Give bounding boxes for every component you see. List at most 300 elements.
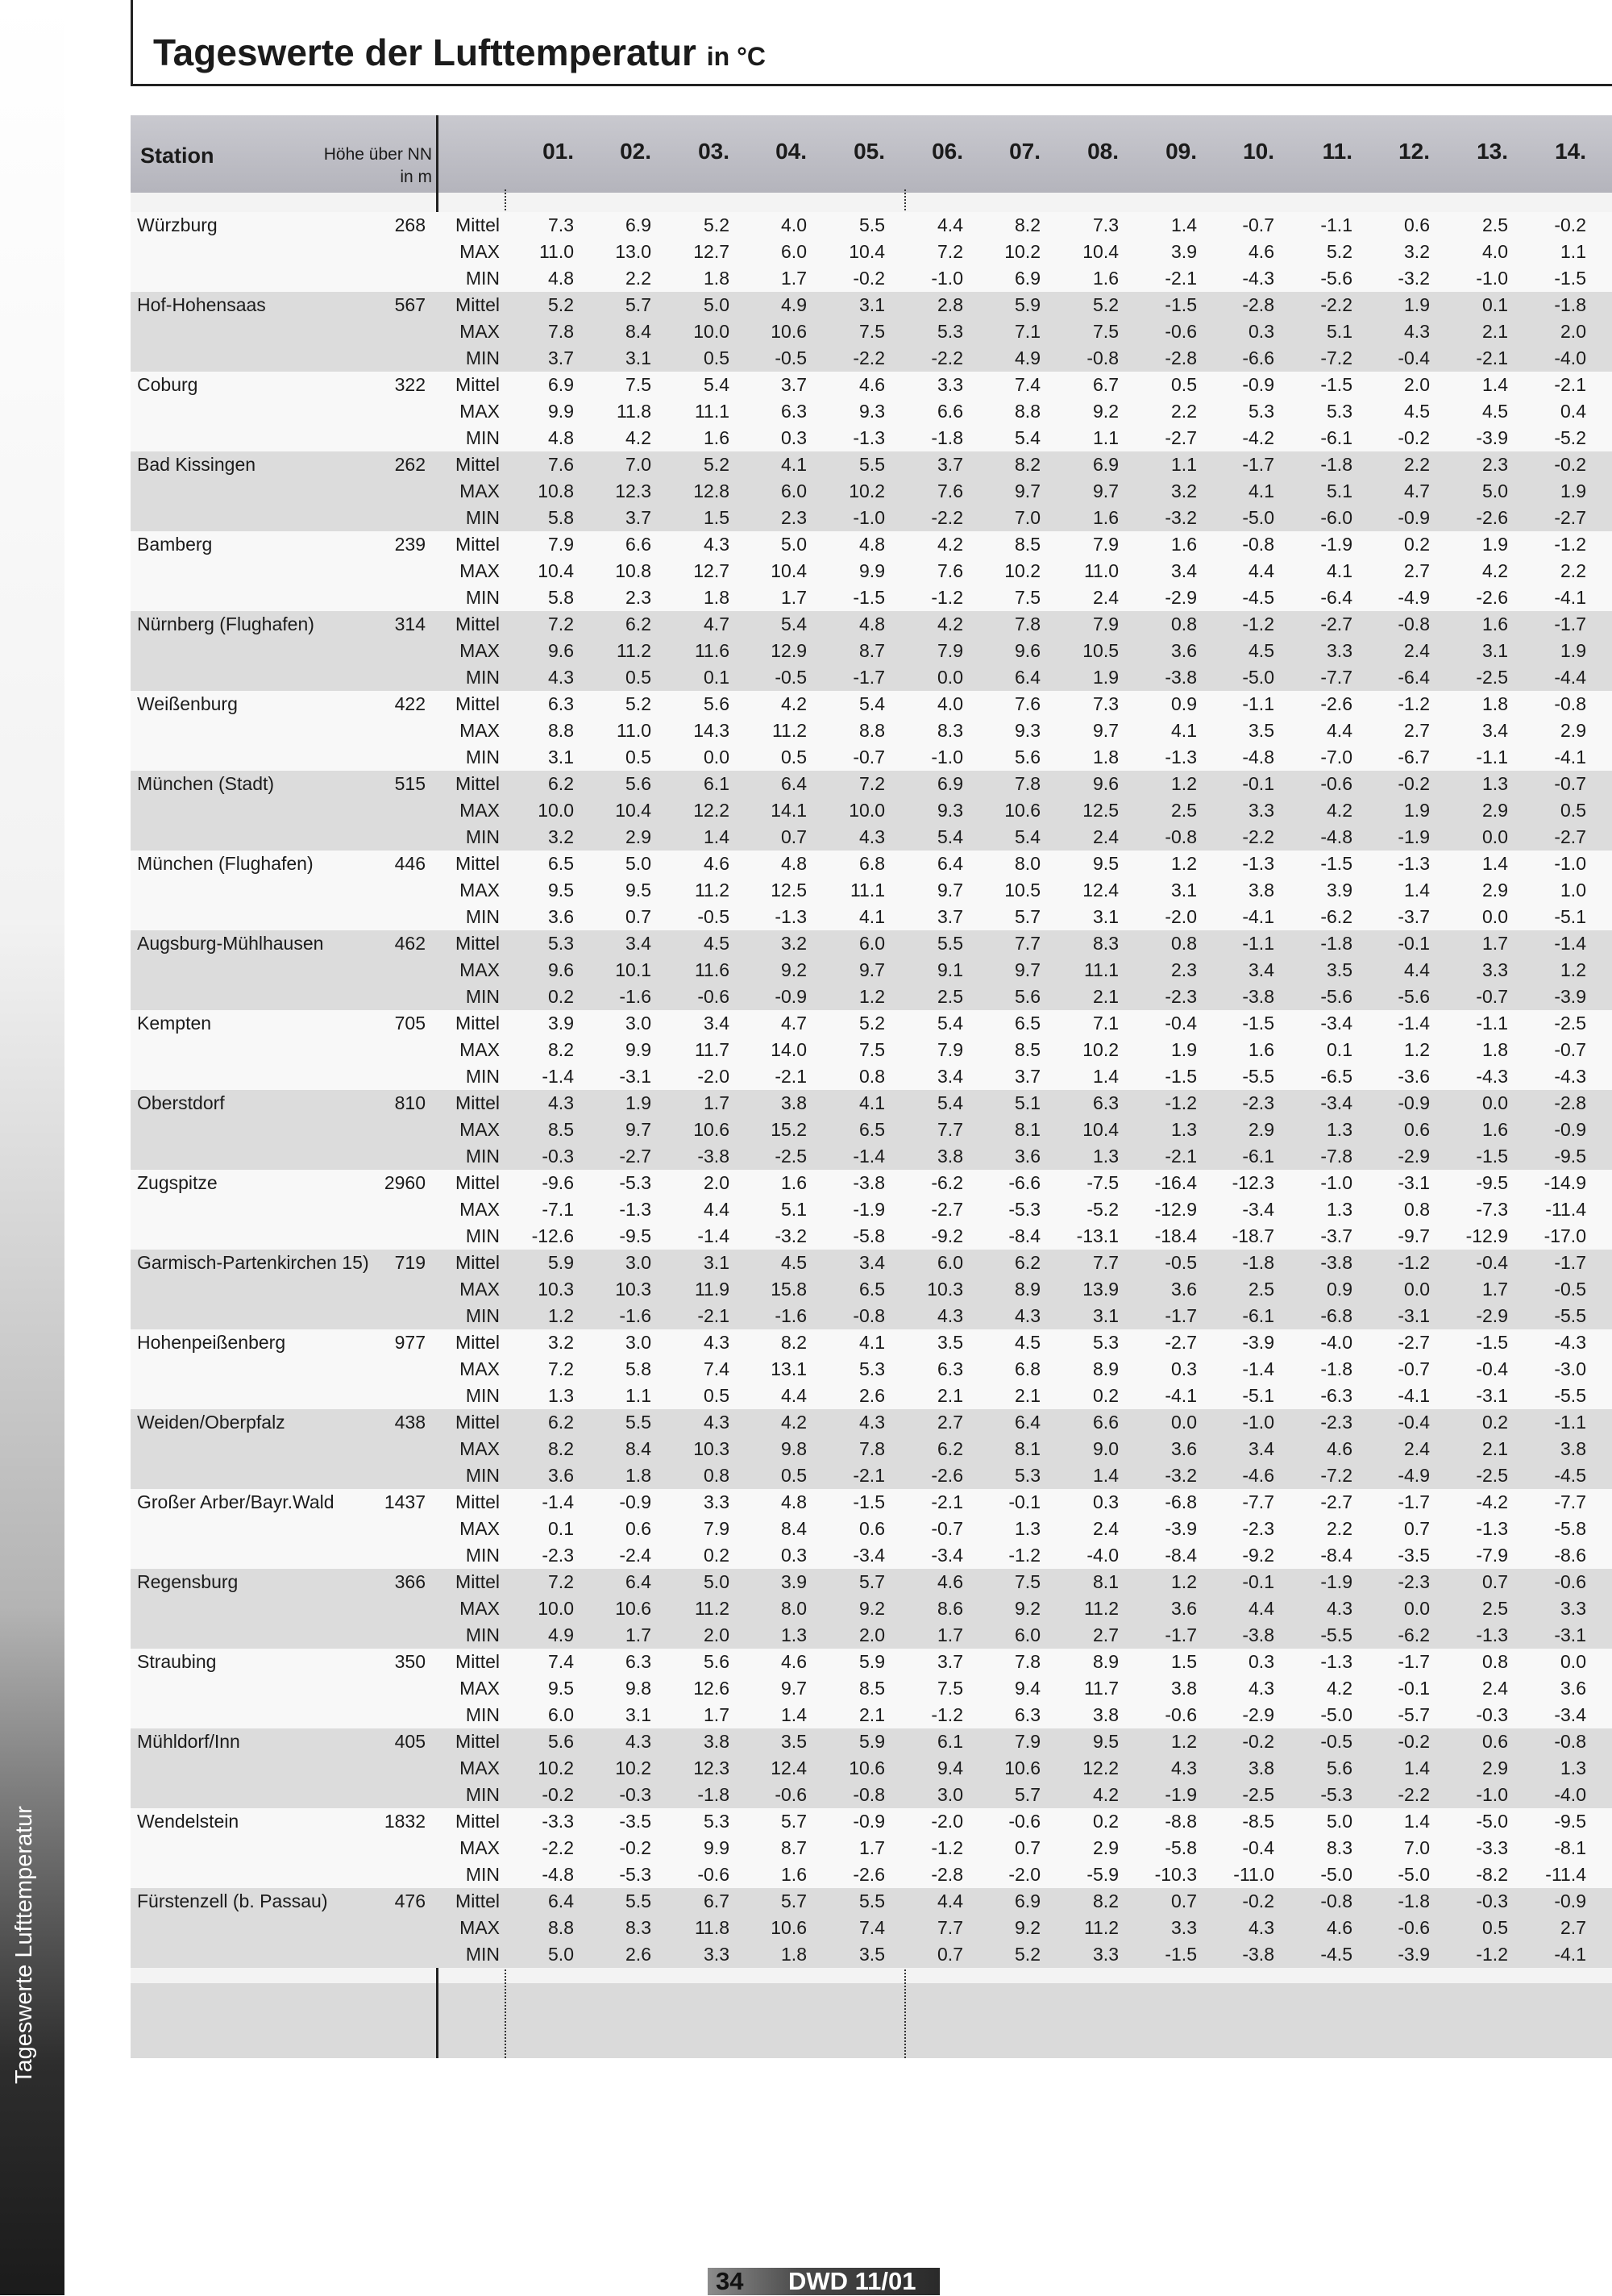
table-cell: 3.0	[625, 1013, 651, 1034]
table-cell: -1.9	[853, 1199, 885, 1220]
table-cell: -6.1	[1242, 1305, 1274, 1326]
table-cell: -1.1	[1476, 1013, 1508, 1034]
table-cell: -9.5	[1554, 1146, 1586, 1167]
table-cell: 6.2	[625, 614, 651, 634]
table-cell: 1.3	[1327, 1199, 1352, 1220]
table-cell: 11.2	[1083, 1917, 1119, 1938]
table-cell: -4.0	[1086, 1545, 1119, 1566]
table-cell: 7.7	[1015, 933, 1041, 954]
table-cell: 10.6	[1004, 800, 1041, 821]
table-cell: 0.5	[1482, 1917, 1508, 1938]
table-cell: 8.2	[548, 1438, 574, 1459]
table-cell: 4.7	[1404, 480, 1430, 501]
table-cell: 3.6	[1171, 640, 1197, 661]
table-cell: 3.8	[1093, 1704, 1119, 1725]
row-label-max: MAX	[459, 720, 500, 741]
table-cell: 7.8	[1015, 1651, 1041, 1672]
table-cell: 4.0	[937, 693, 963, 714]
table-cell: 7.8	[1015, 614, 1041, 634]
row-label-max: MAX	[459, 1199, 500, 1220]
table-cell: -2.5	[775, 1146, 807, 1167]
table-cell: 0.2	[704, 1545, 729, 1566]
table-cell: 3.5	[937, 1332, 963, 1353]
table-cell: 10.4	[1082, 1119, 1119, 1140]
table-cell: 7.5	[1015, 587, 1041, 608]
table-cell: -1.9	[1320, 1571, 1352, 1592]
table-cell: -3.6	[1398, 1066, 1430, 1087]
table-cell: 1.4	[1482, 374, 1508, 395]
table-cell: 10.2	[615, 1757, 651, 1778]
table-cell: -2.2	[853, 347, 885, 368]
station-name: Coburg	[137, 374, 198, 395]
table-cell: 1.6	[1093, 507, 1119, 528]
table-cell: -2.5	[1476, 1465, 1508, 1486]
table-cell: 1.6	[1482, 614, 1508, 634]
table-cell: -2.7	[1320, 614, 1352, 634]
table-cell: -3.9	[1242, 1332, 1274, 1353]
row-label-mittel: Mittel	[455, 1252, 500, 1273]
table-cell: -1.9	[1320, 534, 1352, 555]
table-cell: 5.7	[781, 1811, 807, 1832]
table-cell: -1.0	[931, 747, 963, 767]
table-cell: 9.6	[1093, 773, 1119, 794]
table-cell: 5.5	[625, 1412, 651, 1433]
table-cell: 9.8	[781, 1438, 807, 1459]
station-altitude: 438	[394, 1412, 426, 1433]
table-cell: -1.7	[853, 667, 885, 688]
table-cell: 1.5	[704, 507, 729, 528]
table-cell: 3.7	[937, 906, 963, 927]
table-cell: 6.8	[1015, 1358, 1041, 1379]
table-cell: 5.5	[859, 1890, 885, 1911]
table-cell: 9.6	[548, 959, 574, 980]
table-cell: 1.9	[1482, 534, 1508, 555]
row-label-min: MIN	[465, 1225, 500, 1246]
table-cell: 7.5	[1093, 321, 1119, 342]
table-cell: -3.8	[1242, 1944, 1274, 1965]
table-cell: 5.8	[548, 587, 574, 608]
table-cell: 11.2	[771, 720, 807, 741]
table-cell: -1.5	[1242, 1013, 1274, 1034]
table-cell: -3.4	[1242, 1199, 1274, 1220]
table-cell: -0.4	[1242, 1837, 1274, 1858]
table-cell: -0.2	[1398, 427, 1430, 448]
table-cell: -1.3	[1476, 1518, 1508, 1539]
table-cell: 7.6	[937, 560, 963, 581]
table-cell: -1.2	[1554, 534, 1586, 555]
table-cell: 0.0	[1404, 1598, 1430, 1619]
table-cell: -3.2	[1398, 268, 1430, 289]
table-cell: 3.4	[704, 1013, 729, 1034]
table-cell: 4.3	[1015, 1305, 1041, 1326]
row-label-min: MIN	[465, 507, 500, 528]
table-cell: 1.3	[1560, 1757, 1586, 1778]
table-cell: 2.5	[1482, 214, 1508, 235]
table-cell: -0.8	[1554, 693, 1586, 714]
day-header: 11.	[1322, 139, 1352, 164]
table-cell: 8.2	[1093, 1890, 1119, 1911]
day-header: 13.	[1477, 139, 1508, 164]
table-cell: 3.8	[937, 1146, 963, 1167]
table-cell: -1.0	[931, 268, 963, 289]
table-cell: -2.0	[1165, 906, 1197, 927]
table-cell: -1.3	[775, 906, 807, 927]
table-cell: 8.7	[781, 1837, 807, 1858]
table-cell: 8.7	[859, 640, 885, 661]
table-cell: 1.3	[1015, 1518, 1041, 1539]
table-cell: -0.7	[1242, 214, 1274, 235]
table-cell: -0.7	[931, 1518, 963, 1539]
table-cell: -11.4	[1545, 1199, 1586, 1220]
table-cell: 7.5	[1015, 1571, 1041, 1592]
table-cell: -1.3	[1320, 1651, 1352, 1672]
table-cell: -0.3	[619, 1784, 651, 1805]
table-cell: 7.6	[1015, 693, 1041, 714]
header-altitude	[266, 144, 432, 189]
table-cell: 8.8	[548, 720, 574, 741]
table-cell: 5.2	[625, 693, 651, 714]
table-cell: 1.3	[1093, 1146, 1119, 1167]
table-cell: -16.4	[1154, 1172, 1197, 1193]
table-cell: -1.5	[853, 1491, 885, 1512]
table-cell: -0.3	[542, 1146, 574, 1167]
table-cell: 9.7	[1093, 480, 1119, 501]
table-cell: 10.4	[538, 560, 574, 581]
table-cell: 3.6	[1015, 1146, 1041, 1167]
table-cell: 5.1	[1327, 321, 1352, 342]
table-cell: -1.6	[619, 1305, 651, 1326]
table-cell: 5.3	[859, 1358, 885, 1379]
table-cell: 3.9	[1171, 241, 1197, 262]
table-cell: -4.9	[1398, 587, 1430, 608]
table-cell: 9.5	[1093, 1731, 1119, 1752]
table-cell: 3.4	[859, 1252, 885, 1273]
table-cell: 11.1	[694, 401, 729, 422]
table-cell: -3.8	[697, 1146, 729, 1167]
table-cell: 2.4	[1093, 587, 1119, 608]
table-cell: 3.3	[1327, 640, 1352, 661]
station-name: Hof-Hohensaas	[137, 294, 266, 315]
table-cell: 11.8	[694, 1917, 729, 1938]
table-cell: 1.2	[1171, 1571, 1197, 1592]
table-cell: 5.4	[937, 1013, 963, 1034]
table-cell: 4.2	[1093, 1784, 1119, 1805]
table-cell: 0.0	[1482, 1092, 1508, 1113]
table-cell: 1.7	[781, 587, 807, 608]
station-name: Regensburg	[137, 1571, 239, 1592]
table-cell: -3.2	[775, 1225, 807, 1246]
table-cell: 4.3	[704, 1412, 729, 1433]
table-cell: -0.7	[1398, 1358, 1430, 1379]
station-altitude: 462	[394, 933, 426, 954]
table-cell: 4.6	[1327, 1438, 1352, 1459]
table-cell: 2.7	[1560, 1917, 1586, 1938]
table-cell: -1.7	[1398, 1651, 1430, 1672]
table-cell: 5.0	[704, 1571, 729, 1592]
table-cell: 0.8	[1404, 1199, 1430, 1220]
table-cell: 10.2	[1004, 560, 1041, 581]
table-cell: 10.3	[693, 1438, 729, 1459]
station-altitude: 476	[394, 1890, 426, 1911]
table-cell: -0.4	[1165, 1013, 1197, 1034]
table-cell: 3.1	[625, 347, 651, 368]
table-cell: 0.7	[1171, 1890, 1197, 1911]
table-cell: 6.5	[859, 1279, 885, 1300]
table-cell: -17.0	[1543, 1225, 1586, 1246]
table-cell: 7.1	[1093, 1013, 1119, 1034]
table-cell: 2.9	[1093, 1837, 1119, 1858]
table-cell: -2.7	[931, 1199, 963, 1220]
table-cell: 3.5	[859, 1944, 885, 1965]
table-cell: 6.3	[781, 401, 807, 422]
table-cell: 4.3	[704, 534, 729, 555]
table-cell: -0.4	[1398, 347, 1430, 368]
table-cell: -5.3	[1008, 1199, 1041, 1220]
table-cell: 8.3	[1327, 1837, 1352, 1858]
table-cell: 0.5	[625, 747, 651, 767]
table-cell: 6.9	[1015, 1890, 1041, 1911]
row-label-min: MIN	[465, 1624, 500, 1645]
table-cell: -2.6	[1476, 507, 1508, 528]
table-cell: -0.6	[1165, 1704, 1197, 1725]
table-cell: -0.5	[1320, 1731, 1352, 1752]
table-cell: 4.3	[859, 1412, 885, 1433]
table-cell: -2.7	[619, 1146, 651, 1167]
table-cell: 11.9	[694, 1279, 729, 1300]
table-cell: -0.2	[619, 1837, 651, 1858]
table-cell: -8.4	[1165, 1545, 1197, 1566]
table-cell: -1.5	[1165, 294, 1197, 315]
table-cell: -3.1	[1398, 1172, 1430, 1193]
table-cell: -5.0	[1242, 667, 1274, 688]
table-cell: 2.9	[1482, 880, 1508, 901]
table-cell: 4.1	[859, 1332, 885, 1353]
table-cell: 9.2	[859, 1598, 885, 1619]
table-cell: -2.2	[931, 507, 963, 528]
table-cell: -9.2	[1242, 1545, 1274, 1566]
table-cell: 9.6	[548, 640, 574, 661]
table-cell: 0.3	[781, 427, 807, 448]
table-cell: 2.3	[1482, 454, 1508, 475]
station-altitude: 1832	[384, 1811, 426, 1832]
table-cell: 5.0	[704, 294, 729, 315]
table-cell: 12.7	[693, 560, 729, 581]
row-label-max: MAX	[459, 1518, 500, 1539]
table-cell: 5.6	[625, 773, 651, 794]
table-cell: -4.3	[1554, 1066, 1586, 1087]
table-cell: 1.1	[1560, 241, 1586, 262]
table-cell: 0.2	[548, 986, 574, 1007]
table-cell: 11.0	[616, 720, 651, 741]
table-cell: 6.1	[937, 1731, 963, 1752]
table-cell: -5.7	[1398, 1704, 1430, 1725]
table-cell: -6.3	[1320, 1385, 1352, 1406]
table-cell: -0.8	[1242, 534, 1274, 555]
table-cell: -6.4	[1320, 587, 1352, 608]
table-cell: 3.6	[1560, 1678, 1586, 1699]
table-cell: 9.2	[1015, 1598, 1041, 1619]
table-cell: 8.9	[1093, 1358, 1119, 1379]
table-cell: -4.1	[1398, 1385, 1430, 1406]
table-cell: 1.7	[1482, 1279, 1508, 1300]
table-cell: 5.5	[859, 454, 885, 475]
table-cell: 2.9	[1248, 1119, 1274, 1140]
table-cell: 2.1	[859, 1704, 885, 1725]
table-cell: -1.0	[1554, 853, 1586, 874]
table-cell: 9.1	[937, 959, 963, 980]
station-name: München (Stadt)	[137, 773, 275, 794]
table-cell: -3.5	[619, 1811, 651, 1832]
row-label-mittel: Mittel	[455, 933, 500, 954]
table-cell: -1.5	[1476, 1146, 1508, 1167]
table-cell: -4.1	[1242, 906, 1274, 927]
table-cell: 2.7	[1404, 560, 1430, 581]
day-header: 06.	[932, 139, 963, 164]
table-cell: 1.2	[859, 986, 885, 1007]
table-cell: 9.9	[704, 1837, 729, 1858]
station-altitude: 239	[394, 534, 426, 555]
table-cell: 0.3	[1171, 1358, 1197, 1379]
table-cell: -0.1	[1242, 773, 1274, 794]
table-cell: -2.0	[1008, 1864, 1041, 1885]
row-label-mittel: Mittel	[455, 1092, 500, 1113]
table-cell: 10.1	[615, 959, 651, 980]
table-cell: -0.2	[1554, 214, 1586, 235]
table-cell: -0.4	[1476, 1252, 1508, 1273]
table-cell: -1.4	[1398, 1013, 1430, 1034]
table-cell: 3.8	[781, 1092, 807, 1113]
table-cell: 2.1	[1015, 1385, 1041, 1406]
table-cell: 8.6	[937, 1598, 963, 1619]
table-cell: 6.2	[548, 1412, 574, 1433]
table-cell: -4.5	[1320, 1944, 1352, 1965]
table-cell: 4.4	[1248, 560, 1274, 581]
table-cell: -5.5	[1554, 1305, 1586, 1326]
table-cell: 4.1	[1327, 560, 1352, 581]
table-cell: -3.9	[1165, 1518, 1197, 1539]
row-label-mittel: Mittel	[455, 1811, 500, 1832]
table-cell: -0.8	[853, 1784, 885, 1805]
table-cell: 3.3	[704, 1944, 729, 1965]
table-cell: 3.2	[1404, 241, 1430, 262]
table-cell: 7.2	[548, 1571, 574, 1592]
table-cell: 0.0	[1482, 826, 1508, 847]
table-cell: 6.9	[548, 374, 574, 395]
row-label-max: MAX	[459, 321, 500, 342]
table-cell: -1.4	[1242, 1358, 1274, 1379]
table-cell: -3.3	[1476, 1837, 1508, 1858]
table-cell: 9.4	[937, 1757, 963, 1778]
table-cell: 4.3	[1404, 321, 1430, 342]
table-cell: 0.6	[1482, 1731, 1508, 1752]
table-cell: -2.9	[1476, 1305, 1508, 1326]
table-cell: -1.5	[1554, 268, 1586, 289]
table-cell: 0.6	[625, 1518, 651, 1539]
table-cell: 3.8	[1171, 1678, 1197, 1699]
station-name: Hohenpeißenberg	[137, 1332, 286, 1353]
row-label-max: MAX	[459, 880, 500, 901]
table-cell: -2.1	[1165, 268, 1197, 289]
table-cell: 2.0	[1404, 374, 1430, 395]
table-cell: 2.5	[937, 986, 963, 1007]
table-cell: -0.6	[697, 1864, 729, 1885]
table-cell: 4.1	[859, 1092, 885, 1113]
table-cell: -6.2	[931, 1172, 963, 1193]
table-cell: -7.7	[1320, 667, 1352, 688]
table-cell: 4.6	[781, 1651, 807, 1672]
table-cell: 1.6	[1248, 1039, 1274, 1060]
table-cell: -2.6	[853, 1864, 885, 1885]
station-altitude: 314	[394, 614, 426, 634]
table-cell: 4.6	[937, 1571, 963, 1592]
table-cell: -5.1	[1242, 1385, 1274, 1406]
table-cell: -4.1	[1554, 747, 1586, 767]
table-cell: 3.3	[937, 374, 963, 395]
table-cell: 1.9	[1560, 480, 1586, 501]
table-cell: 0.1	[1482, 294, 1508, 315]
table-cell: 7.4	[548, 1651, 574, 1672]
table-cell: 5.9	[548, 1252, 574, 1273]
table-cell: -3.7	[1320, 1225, 1352, 1246]
table-cell: 6.3	[625, 1651, 651, 1672]
day-header: 03.	[698, 139, 729, 164]
table-cell: 10.5	[1082, 640, 1119, 661]
row-label-max: MAX	[459, 1757, 500, 1778]
table-cell: 4.3	[859, 826, 885, 847]
table-cell: 8.4	[781, 1518, 807, 1539]
table-cell: 8.0	[1015, 853, 1041, 874]
table-cell: 2.6	[625, 1944, 651, 1965]
issue-label: DWD 11/01	[788, 2267, 916, 2295]
table-cell: 3.0	[625, 1252, 651, 1273]
table-cell: 7.8	[859, 1438, 885, 1459]
row-label-max: MAX	[459, 1119, 500, 1140]
table-cell: -3.4	[1554, 1704, 1586, 1725]
table-cell: 9.2	[1015, 1917, 1041, 1938]
table-cell: 10.6	[771, 321, 807, 342]
table-cell: -1.9	[1398, 826, 1430, 847]
table-cell: 9.3	[937, 800, 963, 821]
table-cell: 1.2	[1171, 773, 1197, 794]
table-cell: 6.6	[937, 401, 963, 422]
row-label-mittel: Mittel	[455, 1332, 500, 1353]
table-cell: 1.4	[704, 826, 729, 847]
table-cell: -0.6	[1165, 321, 1197, 342]
table-cell: -6.2	[1398, 1624, 1430, 1645]
table-cell: 1.6	[1171, 534, 1197, 555]
table-cell: 1.1	[1093, 427, 1119, 448]
table-cell: -3.3	[542, 1811, 574, 1832]
table-cell: 1.9	[1560, 640, 1586, 661]
table-cell: 2.1	[1482, 321, 1508, 342]
row-label-mittel: Mittel	[455, 1491, 500, 1512]
table-cell: 5.2	[704, 454, 729, 475]
table-cell: 11.8	[616, 401, 651, 422]
table-cell: 12.5	[771, 880, 807, 901]
table-cell: 3.3	[1093, 1944, 1119, 1965]
table-cell: -0.9	[1398, 507, 1430, 528]
table-cell: 1.4	[1093, 1465, 1119, 1486]
table-cell: 1.9	[1171, 1039, 1197, 1060]
table-cell: 2.4	[1482, 1678, 1508, 1699]
table-cell: 0.0	[1482, 906, 1508, 927]
table-cell: 1.2	[1171, 853, 1197, 874]
table-cell: 10.8	[538, 480, 574, 501]
table-cell: 5.1	[781, 1199, 807, 1220]
row-label-min: MIN	[465, 1545, 500, 1566]
table-cell: 1.8	[704, 587, 729, 608]
table-cell: -0.6	[1554, 1571, 1586, 1592]
